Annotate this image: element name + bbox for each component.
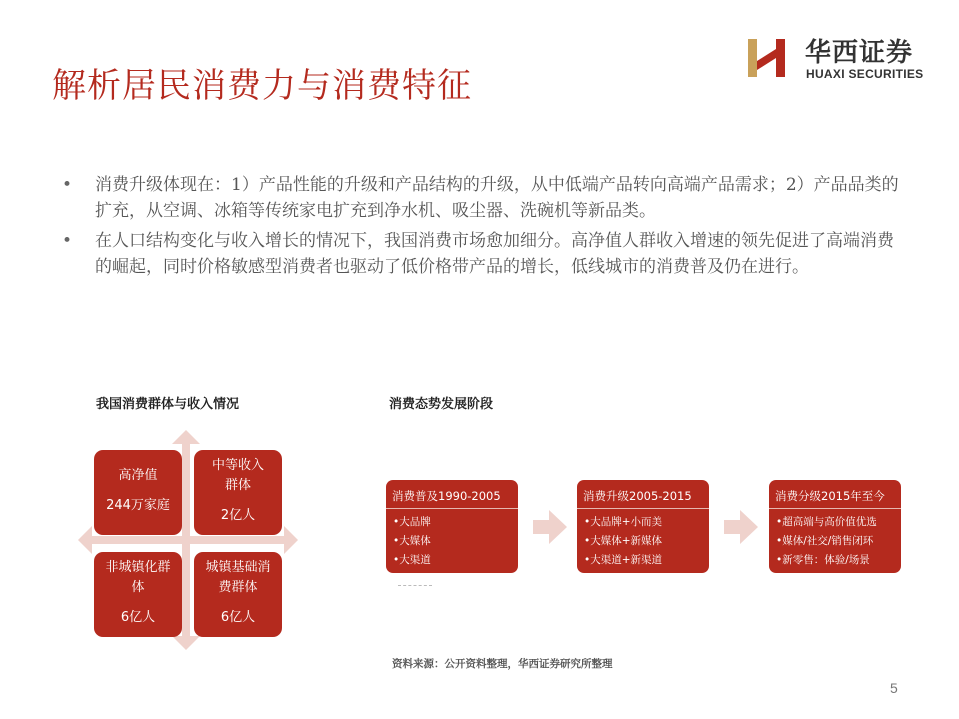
stage-title: 消费分级2015年至今 [769,488,901,509]
stage-card [769,480,901,573]
quadrant-label: 中等收入群体 [211,458,264,493]
bullet-list [62,172,907,284]
bullet-marker: • [62,231,73,251]
stage-title: 消费升级2005-2015 [577,488,709,509]
bullet-text: 在人口结构变化与收入增长的情况下，我国消费市场愈加细分。高净值人群收入增速的领先促进了高端消费的崛起，同时价格敏感型消费者也驱动了低价格带产品的增长，低线城市的消费普及仍在进行。 [95,231,894,277]
stage-item: •大品牌 [393,516,431,528]
logo-name-cn: 华西证券 [805,38,914,68]
logo-name-en: HUAXI SECURITIES [806,67,924,81]
stage-item: •大媒体+新媒体 [584,535,662,547]
stage-item: •大渠道+新渠道 [584,554,662,566]
bullet-marker: • [62,175,73,195]
stage-title: 消费普及1990-2005 [386,488,518,509]
quadrant-middle-income [194,450,282,535]
stage-item: •新零售：体验/场景 [776,554,870,566]
quadrant-label: 高净值 [118,468,158,483]
bullet-item [62,228,907,280]
divider [398,585,432,586]
stage-item: •超高端与高价值优选 [776,516,877,528]
source-note: 资料来源：公开资料整理，华西证券研究所整理 [392,658,613,670]
consumption-stage-title: 消费态势发展阶段 [389,397,494,412]
stage-item: •媒体/社交/销售闭环 [776,535,874,547]
arrow-right-icon [533,510,567,544]
quadrant-value: 244万家庭 [106,498,170,513]
stage-item: •大媒体 [393,535,431,547]
stage-card [577,480,709,573]
quadrant-value: 6亿人 [220,610,256,625]
page-number: 5 [890,680,898,696]
quadrant-label: 城镇基础消费群体 [205,560,271,595]
quadrant-urban-basic [194,552,282,637]
quadrant-label: 非城镇化群体 [105,560,171,595]
consumer-group-title: 我国消费群体与收入情况 [96,397,240,412]
quadrant-value: 6亿人 [120,610,156,625]
bullet-text: 消费升级体现在：1）产品性能的升级和产品结构的升级，从中低端产品转向高端产品需求；2）产品品类的扩充，从空调、冰箱等传统家电扩充到净水机、吸尘器、洗碗机等新品类。 [95,175,899,221]
arrow-right-icon [724,510,758,544]
stage-item: •大渠道 [393,554,431,566]
quadrant-non-urbanized [94,552,182,637]
stage-card [386,480,518,573]
stage-item: •大品牌+小而美 [584,516,662,528]
huaxi-logo-icon [744,35,790,81]
quadrant-high-net-worth [94,450,182,535]
quadrant-value: 2亿人 [220,508,256,523]
page-title: 解析居民消费力与消费特征 [52,66,472,106]
bullet-item [62,172,907,224]
